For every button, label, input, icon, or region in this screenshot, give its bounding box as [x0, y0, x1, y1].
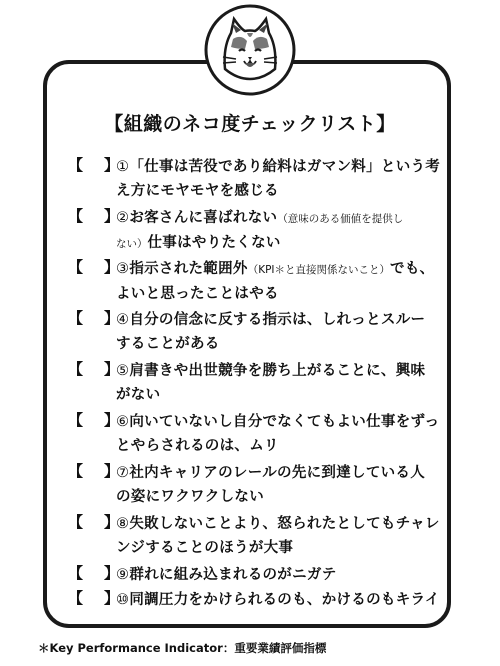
checkbox-bracket-open: 【: [68, 360, 84, 378]
item-text: 指示された範囲外: [129, 261, 248, 277]
checklist-item[interactable]: [68, 257, 458, 308]
item-text: でも、: [390, 261, 435, 277]
checklist-item[interactable]: [68, 512, 458, 563]
page-title: 【組織のネコ度チェックリスト】: [104, 113, 396, 135]
checklist-item[interactable]: [68, 588, 458, 613]
item-text: することがある: [116, 336, 220, 352]
item-text: 自分の信念に反する指示は、しれっとスルー: [129, 312, 426, 328]
item-text: とやらされるのは、ムリ: [116, 438, 279, 454]
item-number: ④: [116, 312, 130, 328]
item-note: （KPI＊と直接関係ないこと）: [247, 264, 391, 276]
checkbox-bracket-close: 】: [104, 513, 120, 531]
checkbox-bracket-close: 】: [104, 462, 120, 480]
checkbox-bracket-open: 【: [68, 156, 84, 174]
item-text: 肩書きや出世競争を勝ち上がることに、興味: [129, 363, 426, 379]
checkbox-bracket-open: 【: [68, 513, 84, 531]
footnote: ＊Key Performance Indicator：重要業績評価指標: [38, 641, 327, 655]
item-text: え方にモヤモヤを感じる: [116, 183, 279, 199]
checkbox-bracket-open: 【: [68, 589, 84, 607]
item-text: 群れに組み込まれるのがニガテ: [129, 567, 337, 583]
checkbox-bracket-close: 】: [104, 411, 120, 429]
checklist-item[interactable]: [68, 563, 458, 588]
item-text: 向いていないし自分でなくてもよい仕事をずっ: [129, 414, 440, 430]
checkbox-bracket-close: 】: [104, 309, 120, 327]
checklist-item[interactable]: [68, 308, 458, 359]
item-number: ⑤: [116, 363, 130, 379]
checkbox-bracket-open: 【: [68, 309, 84, 327]
item-text: 同調圧力をかけられるのも、かけるのもキライ: [129, 592, 440, 608]
item-number: ⑧: [116, 516, 130, 532]
checklist-item[interactable]: [68, 155, 458, 206]
item-number: ⑦: [116, 465, 130, 481]
item-number: ②: [116, 210, 130, 226]
checkbox-bracket-close: 】: [104, 360, 120, 378]
item-text: 失敗しないことより、怒られたとしてもチャレ: [129, 516, 440, 532]
checkbox-bracket-close: 】: [104, 589, 120, 607]
item-text: ンジすることのほうが大事: [116, 540, 294, 556]
checkbox-bracket-open: 【: [68, 258, 84, 276]
item-number: ⑥: [116, 414, 130, 430]
checkbox-bracket-open: 【: [68, 564, 84, 582]
item-text: がない: [116, 387, 161, 403]
checklist-item[interactable]: [68, 410, 458, 461]
cat-face-icon: [203, 3, 297, 97]
item-number: ①: [116, 159, 130, 175]
checklist-item[interactable]: [68, 359, 458, 410]
checkbox-bracket-open: 【: [68, 207, 84, 225]
checkbox-bracket-close: 】: [104, 564, 120, 582]
checkbox-bracket-open: 【: [68, 411, 84, 429]
item-text: 社内キャリアのレールの先に到達している人: [129, 465, 426, 481]
item-text: よいと思ったことはやる: [116, 286, 279, 302]
checkbox-bracket-close: 】: [104, 156, 120, 174]
item-number: ③: [116, 261, 130, 277]
item-note: ない）: [116, 238, 148, 250]
item-number: ⑨: [116, 567, 130, 583]
checklist: [68, 155, 458, 613]
item-text: の姿にワクワクしない: [116, 489, 264, 505]
checklist-item[interactable]: [68, 206, 458, 257]
item-note: （意味のある価値を提供し: [277, 213, 404, 225]
checkbox-bracket-close: 】: [104, 207, 120, 225]
item-number: ⑩: [116, 592, 130, 608]
item-text: お客さんに喜ばれない: [129, 210, 278, 226]
item-text: 仕事はやりたくない: [147, 235, 281, 251]
checklist-item[interactable]: [68, 461, 458, 512]
checkbox-bracket-open: 【: [68, 462, 84, 480]
checkbox-bracket-close: 】: [104, 258, 120, 276]
item-text: 「仕事は苦役であり給料はガマン料」という考: [129, 159, 441, 175]
